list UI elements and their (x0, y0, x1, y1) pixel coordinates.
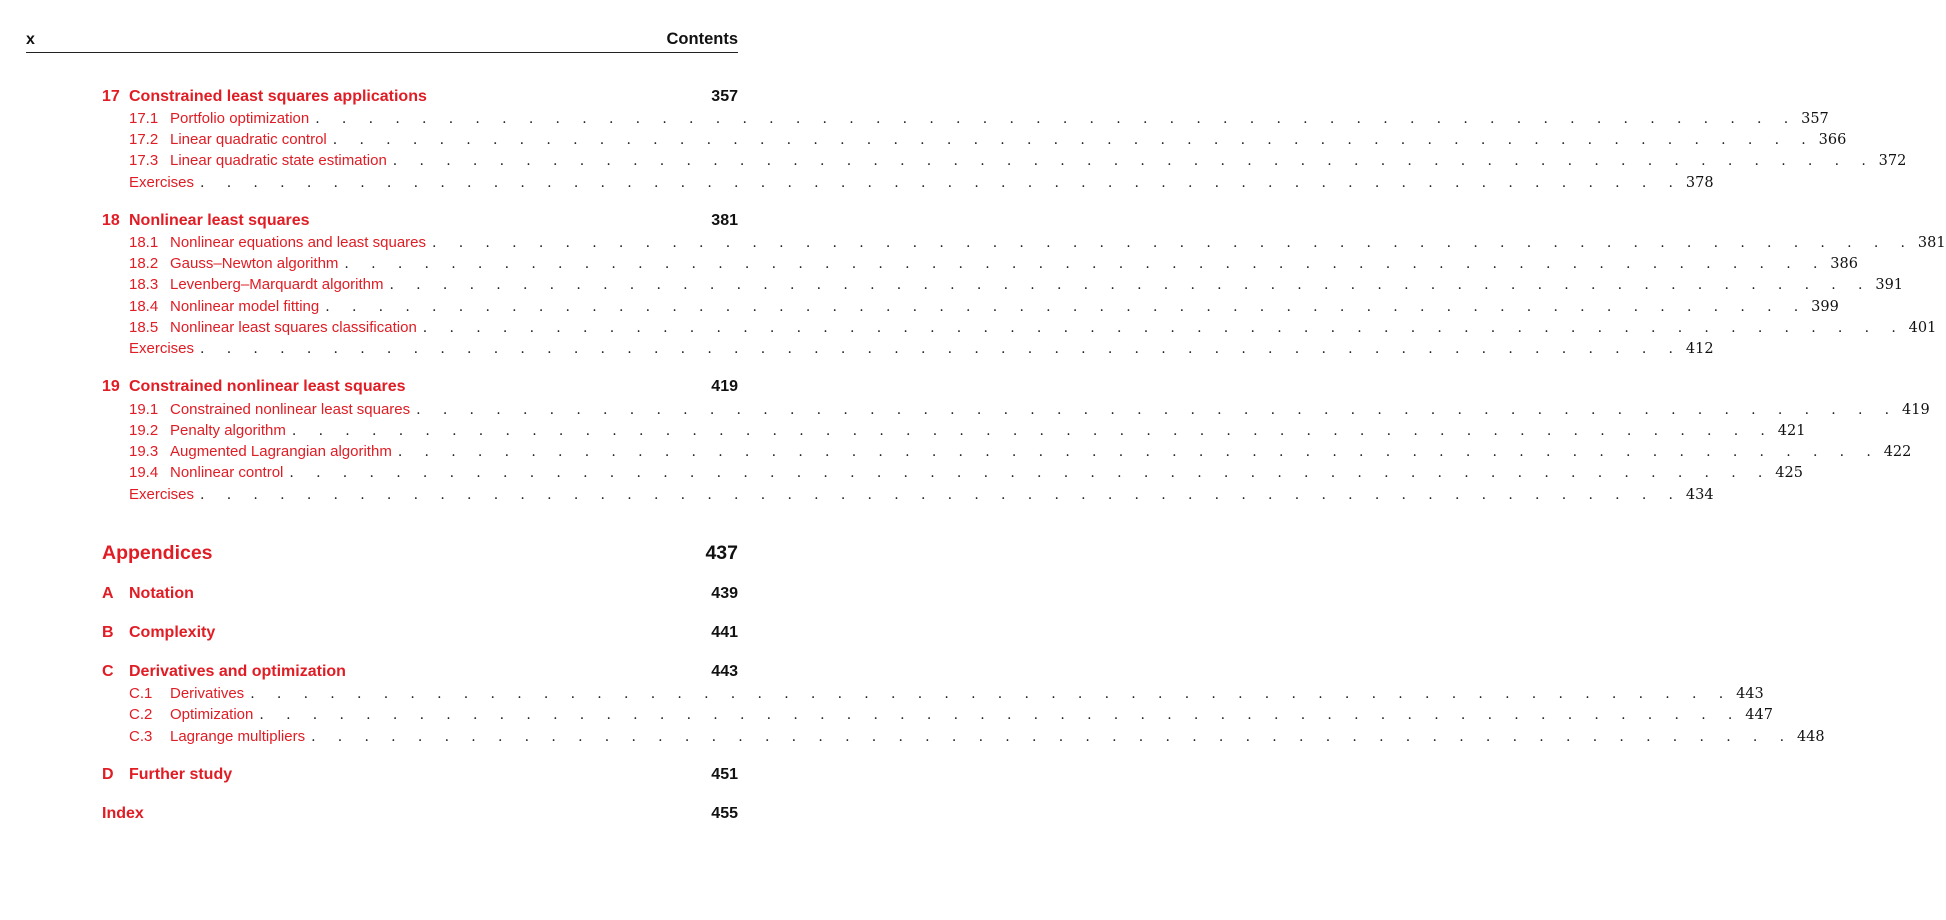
index-entry[interactable] (102, 803, 738, 825)
chapter-title[interactable]: Constrained least squares applications (129, 88, 427, 105)
part-page: 437 (705, 542, 738, 564)
section-title[interactable]: Augmented Lagrangian algorithm (170, 443, 392, 460)
section-title[interactable]: Nonlinear least squares classification (170, 319, 417, 336)
leader-dots: . . . . . . . . . . . . . . . . . . . . . . . . . . . . . . . . . . . . . . . . . . . . . . . . . . . . . . . . (200, 341, 1682, 357)
leader-dots: . . . . . . . . . . . . . . . . . . . . . . . . . . . . . . . . . . . . . . . . . . . . . . . . . . . . . . . . (389, 277, 1872, 293)
leader-dots: . . . . . . . . . . . . . . . . . . . . . . . . . . . . . . . . . . . . . . . . . . . . . . . . . . . . . . . . (325, 299, 1808, 315)
section-page: 366 (1818, 132, 1847, 148)
section-entry[interactable] (102, 150, 1907, 171)
appendix-entry[interactable] (102, 661, 738, 683)
index-title[interactable]: Index (102, 805, 144, 822)
section-entry[interactable] (102, 441, 1912, 462)
section-page: 401 (1908, 320, 1937, 336)
section-number: C.3 (129, 728, 153, 745)
appendix-letter: C (102, 663, 114, 680)
appendix-page: 441 (711, 624, 738, 641)
section-page: 381 (1917, 235, 1946, 251)
exercises-title[interactable]: Exercises (129, 486, 195, 503)
part-title[interactable]: Appendices (102, 542, 213, 564)
section-title[interactable]: Nonlinear control (170, 464, 284, 481)
appendix-title[interactable]: Complexity (129, 624, 216, 641)
running-header (26, 30, 738, 53)
section-number: 18.3 (129, 276, 159, 293)
page-number: x (26, 31, 35, 48)
section-title[interactable]: Levenberg–Marquardt algorithm (170, 276, 384, 293)
leader-dots: . . . . . . . . . . . . . . . . . . . . . . . . . . . . . . . . . . . . . . . . . . . . . . . . . . . . . . . . (250, 686, 1733, 702)
section-number: 18.2 (129, 255, 159, 272)
section-entry[interactable] (102, 296, 1839, 317)
leader-dots: . . . . . . . . . . . . . . . . . . . . . . . . . . . . . . . . . . . . . . . . . . . . . . . . . . . . . . . . (200, 487, 1682, 503)
section-title[interactable]: Gauss–Newton algorithm (170, 255, 339, 272)
appendix-letter: B (102, 624, 114, 641)
appendix-title[interactable]: Notation (129, 585, 194, 602)
section-page: 399 (1811, 299, 1839, 315)
section-number: 19.1 (129, 401, 159, 418)
section-number: C.1 (129, 685, 153, 702)
appendix-entry[interactable] (102, 583, 738, 605)
section-number: 18.5 (129, 319, 159, 336)
section-page: 386 (1830, 256, 1858, 272)
section-page: 391 (1875, 277, 1904, 293)
leader-dots: . . . . . . . . . . . . . . . . . . . . . . . . . . . . . . . . . . . . . . . . . . . . . . . . . . . . . . . . (397, 444, 1880, 460)
exercises-page: 378 (1685, 175, 1714, 191)
leader-dots: . . . . . . . . . . . . . . . . . . . . . . . . . . . . . . . . . . . . . . . . . . . . . . . . . . . . . . . . (200, 175, 1682, 191)
section-number: C.2 (129, 706, 153, 723)
section-title[interactable]: Penalty algorithm (170, 422, 286, 439)
section-title[interactable]: Portfolio optimization (170, 110, 310, 127)
section-entry[interactable] (102, 726, 1825, 747)
leader-dots: . . . . . . . . . . . . . . . . . . . . . . . . . . . . . . . . . . . . . . . . . . . . . . . . . . . . . . . . (259, 707, 1742, 723)
section-entry[interactable] (102, 399, 1930, 420)
section-number: 19.3 (129, 443, 159, 460)
chapter-title[interactable]: Constrained nonlinear least squares (129, 378, 406, 395)
chapter-entry[interactable] (102, 376, 738, 398)
section-number: 19.4 (129, 464, 159, 481)
index-page: 455 (711, 805, 738, 822)
section-entry[interactable] (102, 253, 1858, 274)
section-entry[interactable] (102, 317, 1937, 338)
leader-dots: . . . . . . . . . . . . . . . . . . . . . . . . . . . . . . . . . . . . . . . . . . . . . . . . . . . . . . . . (289, 465, 1772, 481)
section-entry[interactable] (102, 129, 1847, 150)
section-entry[interactable] (102, 420, 1806, 441)
chapter-page: 357 (711, 88, 738, 105)
section-page: 372 (1878, 153, 1907, 169)
chapter-number: 17 (102, 88, 120, 105)
section-title[interactable]: Lagrange multipliers (170, 728, 306, 745)
leader-dots: . . . . . . . . . . . . . . . . . . . . . . . . . . . . . . . . . . . . . . . . . . . . . . . . . . . . . . . . (416, 402, 1899, 418)
appendix-page: 443 (711, 663, 738, 680)
section-page: 447 (1745, 707, 1773, 723)
section-number: 18.4 (129, 298, 159, 315)
exercises-page: 412 (1685, 341, 1714, 357)
running-title: Contents (666, 30, 738, 48)
section-title[interactable]: Nonlinear model fitting (170, 298, 320, 315)
exercises-title[interactable]: Exercises (129, 340, 195, 357)
appendix-letter: D (102, 766, 114, 783)
section-title[interactable]: Derivatives (170, 685, 245, 702)
section-title[interactable]: Linear quadratic control (170, 131, 327, 148)
leader-dots: . . . . . . . . . . . . . . . . . . . . . . . . . . . . . . . . . . . . . . . . . . . . . . . . . . . . . . . . (422, 320, 1905, 336)
section-entry[interactable] (102, 108, 1829, 129)
appendix-entry[interactable] (102, 764, 738, 786)
section-page: 443 (1736, 686, 1764, 702)
appendix-letter: A (102, 585, 114, 602)
section-entry[interactable] (102, 274, 1904, 295)
appendix-page: 439 (711, 585, 738, 602)
appendix-title[interactable]: Derivatives and optimization (129, 663, 346, 680)
appendix-page: 451 (711, 766, 738, 783)
section-entry[interactable] (102, 462, 1803, 483)
chapter-entry[interactable] (102, 210, 738, 232)
leader-dots: . . . . . . . . . . . . . . . . . . . . . . . . . . . . . . . . . . . . . . . . . . . . . . . . . . . . . . . . (332, 132, 1815, 148)
chapter-entry[interactable] (102, 86, 738, 108)
chapter-page: 381 (711, 212, 738, 229)
section-page: 419 (1902, 402, 1930, 418)
chapter-page: 419 (711, 378, 738, 395)
exercises-title[interactable]: Exercises (129, 174, 195, 191)
section-entry[interactable] (102, 232, 1946, 253)
leader-dots: . . . . . . . . . . . . . . . . . . . . . . . . . . . . . . . . . . . . . . . . . . . . . . . . . . . . . . . . (315, 111, 1798, 127)
section-title[interactable]: Linear quadratic state estimation (170, 152, 387, 169)
section-page: 357 (1801, 111, 1829, 127)
section-number: 17.1 (129, 110, 159, 127)
section-number: 17.3 (129, 152, 159, 169)
section-page: 421 (1777, 423, 1806, 439)
leader-dots: . . . . . . . . . . . . . . . . . . . . . . . . . . . . . . . . . . . . . . . . . . . . . . . . . . . . . . . . (291, 423, 1774, 439)
leader-dots: . . . . . . . . . . . . . . . . . . . . . . . . . . . . . . . . . . . . . . . . . . . . . . . . . . . . . . . . (311, 729, 1793, 745)
exercises-entry[interactable] (102, 484, 1714, 505)
leader-dots: . . . . . . . . . . . . . . . . . . . . . . . . . . . . . . . . . . . . . . . . . . . . . . . . . . . . . . . . (344, 256, 1827, 272)
section-entry[interactable] (102, 683, 1764, 704)
chapter-title[interactable]: Nonlinear least squares (129, 212, 310, 229)
leader-dots: . . . . . . . . . . . . . . . . . . . . . . . . . . . . . . . . . . . . . . . . . . . . . . . . . . . . . . . . (432, 235, 1914, 251)
section-title[interactable]: Constrained nonlinear least squares (170, 401, 411, 418)
section-title[interactable]: Nonlinear equations and least squares (170, 234, 427, 251)
chapter-number: 19 (102, 378, 120, 395)
section-page: 425 (1775, 465, 1803, 481)
section-number: 18.1 (129, 234, 159, 251)
chapter-number: 18 (102, 212, 120, 229)
leader-dots: . . . . . . . . . . . . . . . . . . . . . . . . . . . . . . . . . . . . . . . . . . . . . . . . . . . . . . . . (392, 153, 1875, 169)
section-number: 19.2 (129, 422, 159, 439)
section-page: 422 (1883, 444, 1912, 460)
section-page: 448 (1796, 729, 1825, 745)
section-entry[interactable] (102, 704, 1773, 725)
part-entry[interactable] (102, 539, 738, 567)
section-title[interactable]: Optimization (170, 706, 254, 723)
exercises-page: 434 (1685, 487, 1714, 503)
appendix-entry[interactable] (102, 622, 738, 644)
section-number: 17.2 (129, 131, 159, 148)
exercises-entry[interactable] (102, 338, 1714, 359)
appendix-title[interactable]: Further study (129, 766, 233, 783)
exercises-entry[interactable] (102, 172, 1714, 193)
